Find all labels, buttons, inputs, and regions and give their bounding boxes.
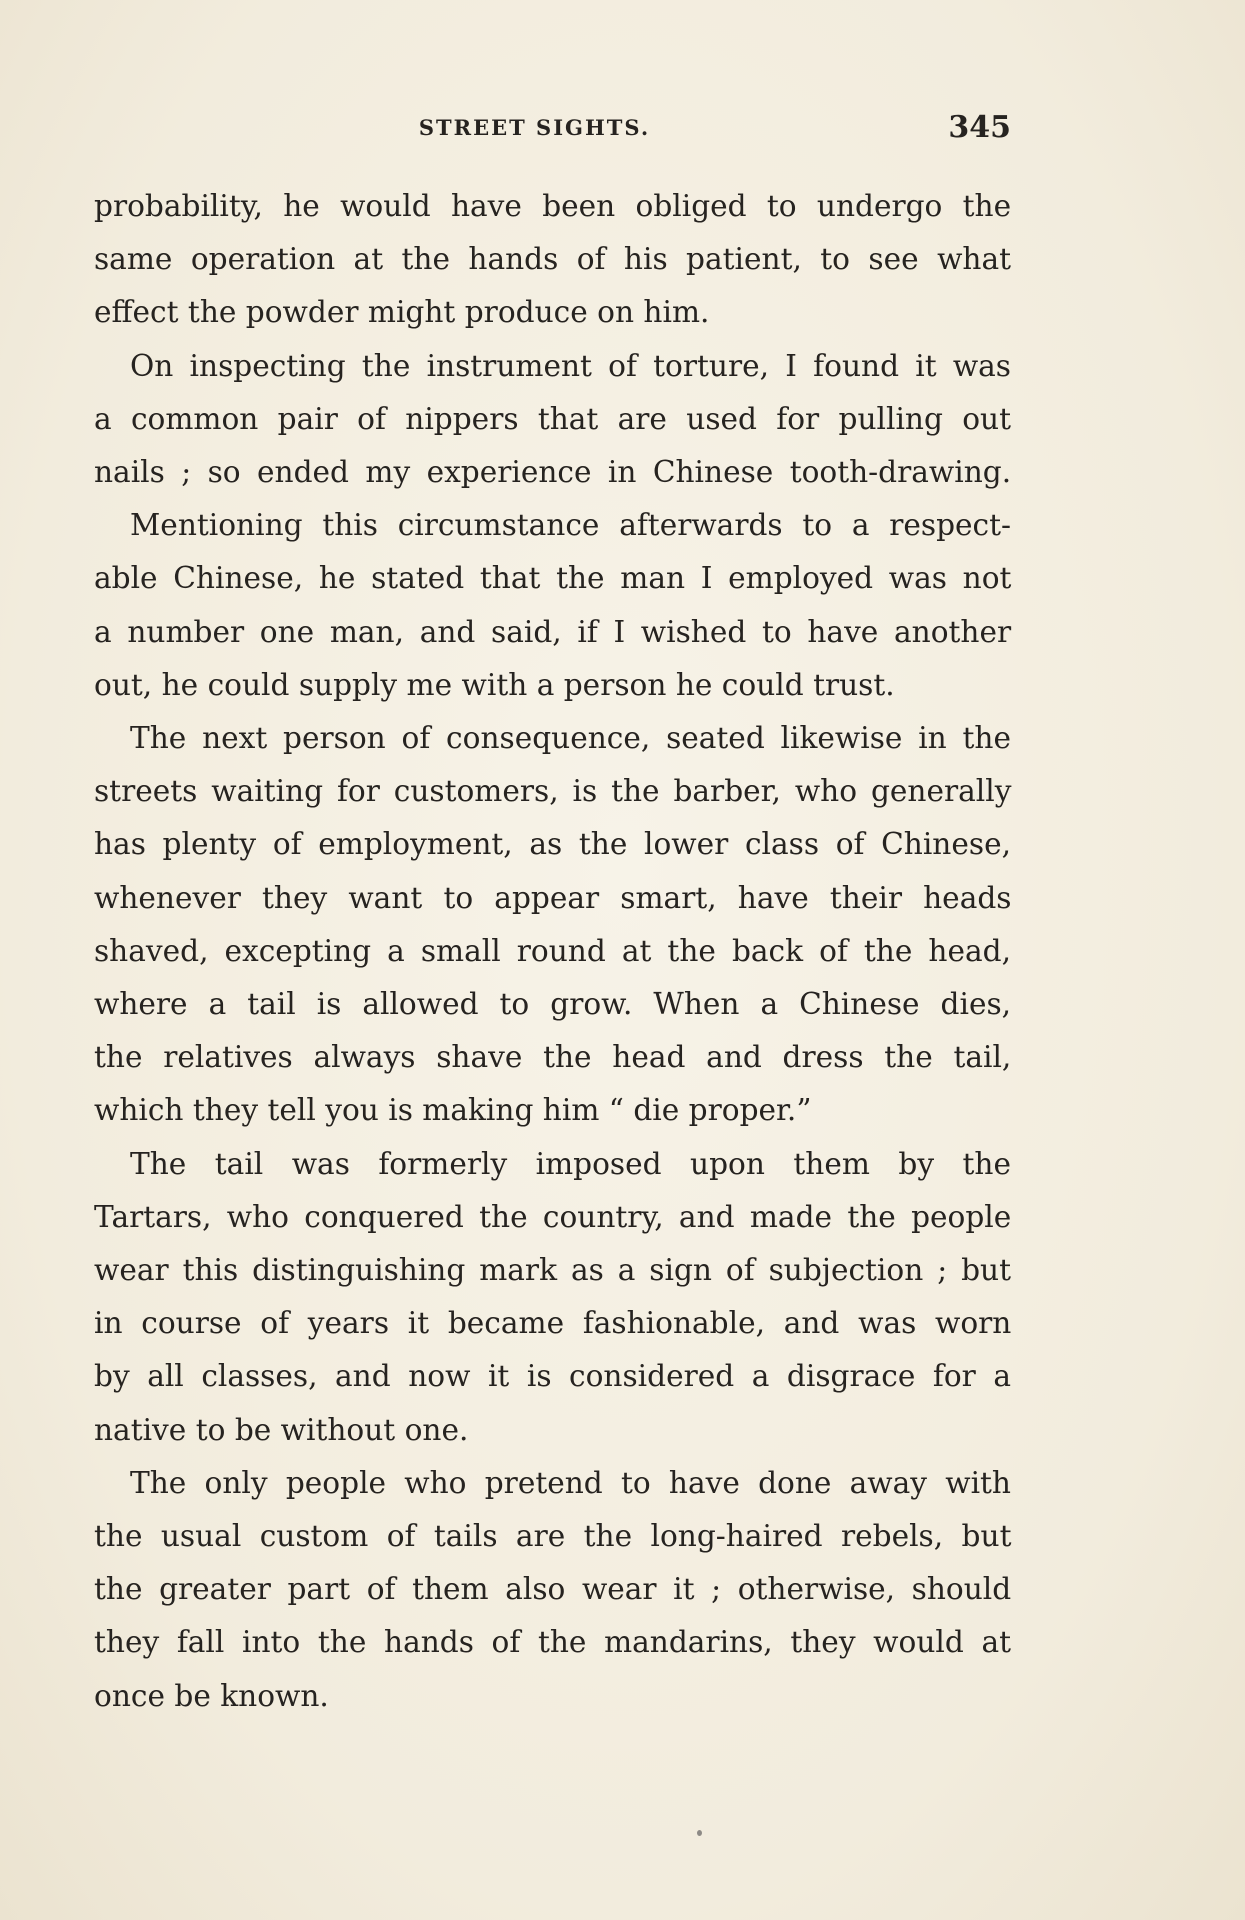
text-line: the relatives always shave the head and dress the tail,: [94, 1040, 1012, 1075]
text-line: The next person of consequence, seated likewise in the: [130, 721, 1011, 756]
text-line: same operation at the hands of his patient, to see what: [94, 242, 1011, 277]
paragraph: [58, 1457, 1011, 1723]
paragraph: [58, 712, 1011, 1138]
paragraph: [58, 1138, 1011, 1457]
text-line: On inspecting the instrument of torture, I found it was: [130, 348, 1011, 383]
text-line: the usual custom of tails are the long-haired rebels, but: [94, 1519, 1012, 1554]
ink-speck: [697, 1830, 702, 1836]
running-head: STREET SIGHTS.: [418, 115, 651, 140]
text-line: which they tell you is making him “ die proper.”: [94, 1093, 812, 1128]
text-line: they fall into the hands of the mandarins, they would at: [94, 1625, 1011, 1660]
text-line: The only people who pretend to have done away with: [130, 1465, 1011, 1500]
text-line: able Chinese, he stated that the man I employed was not: [94, 561, 1012, 596]
text-line: has plenty of employment, as the lower class of Chinese,: [94, 827, 1011, 862]
text-line: effect the powder might produce on him.: [94, 295, 710, 330]
text-line: Mentioning this circumstance afterwards to a respect-: [130, 508, 1011, 543]
text-line: where a tail is allowed to grow. When a Chinese dies,: [94, 987, 1012, 1022]
text-line: in course of years it became fashionable, and was worn: [94, 1306, 1012, 1341]
text-line: Tartars, who conquered the country, and made the people: [94, 1199, 1012, 1234]
page-number: 345: [948, 110, 1011, 145]
text-line: a common pair of nippers that are used for pulling out: [94, 401, 1011, 436]
body-text: [58, 180, 1011, 1723]
page-header: [58, 108, 1011, 148]
text-line: nails ; so ended my experience in Chinese tooth-drawing.: [94, 455, 1012, 490]
paragraph: [58, 340, 1011, 500]
text-line: wear this distinguishing mark as a sign of subjection ; but: [94, 1253, 1011, 1288]
text-line: once be known.: [94, 1678, 329, 1713]
text-line: streets waiting for customers, is the barber, who generally: [94, 774, 1012, 809]
text-line: shaved, excepting a small round at the back of the head,: [94, 933, 1011, 968]
text-line: the greater part of them also wear it ; otherwise, should: [94, 1572, 1012, 1607]
paragraph: [58, 180, 1011, 340]
paragraph: [58, 499, 1011, 712]
text-line: The tail was formerly imposed upon them by the: [130, 1146, 1011, 1181]
text-line: out, he could supply me with a person he could trust.: [94, 667, 895, 702]
text-line: a number one man, and said, if I wished to have another: [94, 614, 1012, 649]
text-line: probability, he would have been obliged to undergo the: [94, 189, 1012, 223]
text-line: whenever they want to appear smart, have their heads: [94, 880, 1012, 915]
text-line: native to be without one.: [94, 1412, 469, 1447]
text-line: by all classes, and now it is considered a disgrace for a: [94, 1359, 1011, 1394]
